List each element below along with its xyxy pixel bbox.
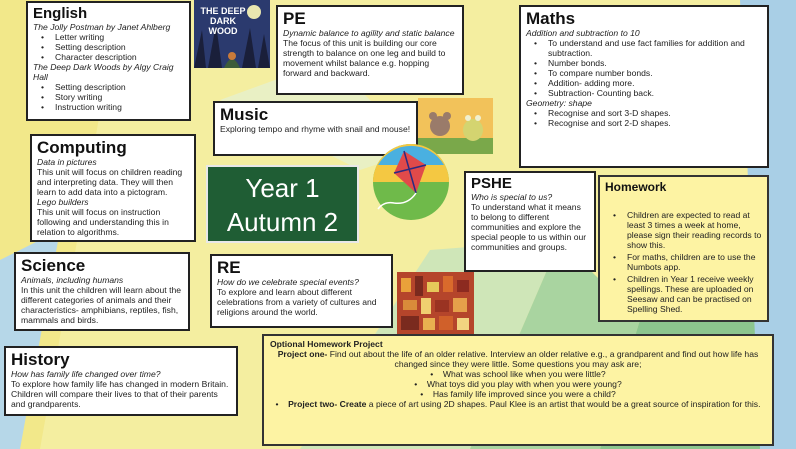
science-text: In this unit the children will learn about the different categories of animals and their characteristics- amphibians, reptiles, fish, mammals and birds.	[21, 285, 182, 325]
list-item: • To compare number bonds.	[526, 68, 762, 78]
re-text: To explore and learn about different celebrations from a variety of cultures and religions around the world.	[217, 287, 377, 317]
optional-question: • What toys did you play with when you were young?	[414, 379, 622, 389]
re-panel	[210, 254, 393, 328]
question-text: Has family life improved since you were a child?	[432, 389, 616, 399]
pshe-subtitle: Who is special to us?	[471, 192, 553, 202]
history-title: History	[11, 350, 70, 369]
maths-subtitle-1: Addition and subtraction to 10	[526, 28, 640, 38]
computing-subtitle-2: Lego builders	[37, 197, 89, 207]
optional-question: • Has family life improved since you were a child?	[420, 389, 616, 399]
list-item: • Recognise and sort 3-D shapes.	[526, 108, 762, 118]
question-text: What toys did you play with when you were young?	[426, 379, 622, 389]
banner-line-1: Year 1	[245, 173, 320, 203]
list-item: • Setting description	[33, 42, 184, 52]
banner-line-2: Autumn 2	[226, 207, 339, 237]
music-title: Music	[220, 105, 269, 124]
history-panel	[4, 346, 238, 416]
project-two-label: Project two- Create	[288, 399, 367, 409]
list-item: • Letter writing	[33, 32, 184, 42]
homework-title: Homework	[605, 180, 667, 194]
list-item: • Number bonds.	[526, 58, 762, 68]
list-item: • Children in Year 1 receive weekly spellings. These are uploaded on Seesaw and can be practised on Spelling Shed.	[605, 274, 762, 314]
re-title: RE	[217, 258, 241, 277]
optional-project-two: • Project two- Create a piece of art using 2D shapes. Paul Klee is an artist that would be a great source of inspiration for this.	[275, 399, 761, 409]
list-item: • Story writing	[33, 92, 184, 102]
science-subtitle: Animals, including humans	[21, 275, 124, 285]
history-subtitle: How has family life changed over time?	[11, 369, 161, 379]
maths-panel	[519, 5, 769, 168]
klee-painting-image	[397, 272, 474, 334]
optional-title: Optional Homework Project	[270, 339, 383, 349]
maths-list-1	[526, 38, 762, 98]
kite-image	[364, 143, 458, 221]
maths-list-2	[526, 108, 762, 128]
list-item: • For maths, children are to use the Numbots app.	[605, 252, 762, 272]
music-text: Exploring tempo and rhyme with snail and mouse!	[220, 124, 411, 134]
computing-subtitle-1: Data in pictures	[37, 157, 97, 167]
re-subtitle: How do we celebrate special events?	[217, 277, 359, 287]
homework-list	[605, 210, 762, 314]
year-term-banner	[206, 165, 359, 243]
list-item: • Subtraction- Counting back.	[526, 88, 762, 98]
maths-subtitle-2: Geometry: shape	[526, 98, 592, 108]
project-one-label: Project one-	[277, 349, 328, 359]
pe-title: PE	[283, 9, 306, 28]
computing-panel	[30, 134, 196, 242]
list-item: • To understand and use fact families for addition and subtraction.	[526, 38, 762, 58]
pe-subtitle: Dynamic balance to agility and static balance	[283, 28, 455, 38]
english-book2-list	[33, 82, 184, 112]
history-text: To explore how family life has changed in modern Britain. Children will compare their lives to that of their parents and grandparents.	[11, 379, 229, 409]
english-book1: The Jolly Postman by Janet Ahlberg	[33, 22, 171, 32]
list-item: • Instruction writing	[33, 102, 184, 112]
science-title: Science	[21, 256, 86, 275]
pe-text: The focus of this unit is building our core strength to balance on one leg and build to movement whilst balance e.g. hopping forward and backward.	[283, 38, 446, 78]
pshe-text: To understand what it means to belong to different communities and explore the special people to us within our communities and groups.	[471, 202, 587, 252]
project-one-text: Find out about the life of an older relative. Interview an older relative e.g., a grandparent and find out how life has changed since they were little. Some questions you may ask are;	[327, 349, 759, 369]
english-panel	[26, 1, 191, 121]
list-item: • Recognise and sort 2-D shapes.	[526, 118, 762, 128]
pshe-panel	[464, 171, 596, 272]
list-item: • Character description	[33, 52, 184, 62]
project-two-text: a piece of art using 2D shapes. Paul Klee is an artist that would be a great source of inspiration for this.	[366, 399, 761, 409]
science-panel	[14, 252, 190, 331]
pe-panel	[276, 5, 464, 95]
english-book2: The Deep Dark Woods by Algy Craig Hall	[33, 62, 174, 82]
english-title: English	[33, 5, 88, 22]
computing-text-1: This unit will focus on children reading and interpreting data. They will then learn to add data into a pictogram.	[37, 167, 183, 197]
list-item: • Addition- adding more.	[526, 78, 762, 88]
question-text: What was school like when you were little?	[442, 369, 606, 379]
optional-project-one	[270, 349, 766, 369]
list-item: • Children are expected to read at least 3 times a week at home, please sign their reading records to show this.	[605, 210, 762, 250]
book-cover-title: THE DEEP DARK WOOD	[200, 6, 246, 36]
computing-text-2: This unit will focus on instruction following and understanding this in relation to algorithms.	[37, 207, 169, 237]
english-book1-list	[33, 32, 184, 62]
maths-title: Maths	[526, 9, 576, 28]
homework-panel	[598, 175, 769, 322]
book-cover-image	[194, 0, 270, 68]
pshe-title: PSHE	[471, 175, 512, 192]
list-item: • Setting description	[33, 82, 184, 92]
computing-title: Computing	[37, 138, 127, 157]
optional-homework-panel	[262, 334, 774, 446]
optional-question: • What was school like when you were little?	[430, 369, 606, 379]
